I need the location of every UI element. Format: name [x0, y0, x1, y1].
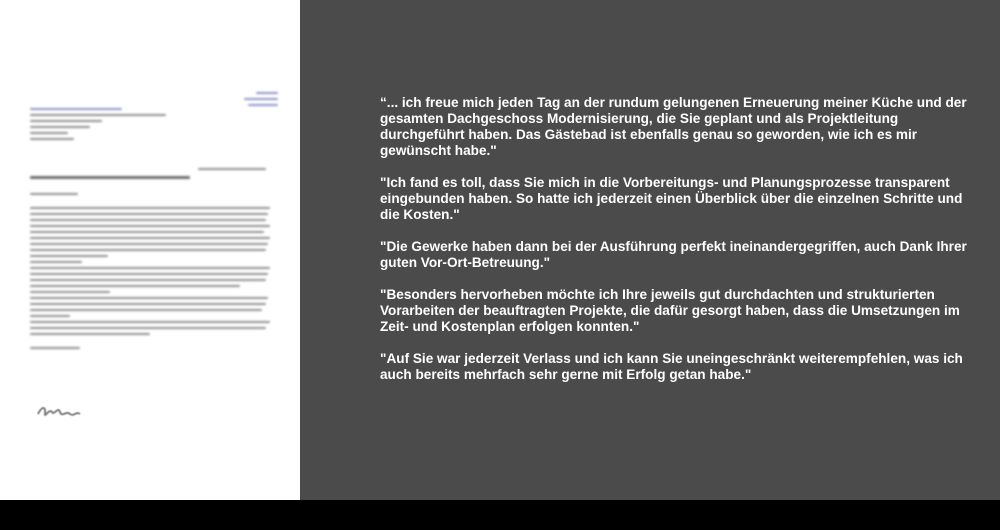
quote-paragraph: “... ich freue mich jeden Tag an der rundum gelungenen Erneuerung meiner Küche und der gesamten Dachgeschoss Modernisierung, die Sie geplant und als Projektleitung durchgeführt haben. Das Gästebad ist ebenfalls genau so geworden, wie ich es mir gewünscht habe." — [380, 95, 967, 158]
quote-paragraph: "Die Gewerke haben dann bei der Ausführung perfekt ineinandergegriffen, auch Dank Ihrer guten Vor-Ort-Betreuung." — [380, 239, 967, 270]
testimonial-quotes — [380, 95, 970, 399]
quote-paragraph: "Ich fand es toll, dass Sie mich in die Vorbereitungs- und Planungsprozesse transparent eingebunden haben. So hatte ich jederzeit einen Überblick über die einzelnen Schritte und die Kosten." — [380, 175, 963, 222]
quote-panel — [300, 0, 1000, 500]
bottom-bar — [0, 500, 1000, 530]
blurred-letter-image — [30, 92, 282, 432]
letter-preview-panel — [0, 0, 300, 500]
quote-paragraph: "Auf Sie war jederzeit Verlass und ich kann Sie uneingeschränkt weiterempfehlen, was ich auch bereits mehrfach sehr gerne mit Erfolg getan habe." — [380, 351, 963, 382]
signature-image — [36, 402, 82, 420]
quote-paragraph: "Besonders hervorheben möchte ich Ihre jeweils gut durchdachten und strukturierten Vorarbeiten der beauftragten Projekte, die dafür gesorgt haben, dass die Umsetzungen im Zeit- und Kostenplan erfolgen konnten." — [380, 287, 960, 334]
